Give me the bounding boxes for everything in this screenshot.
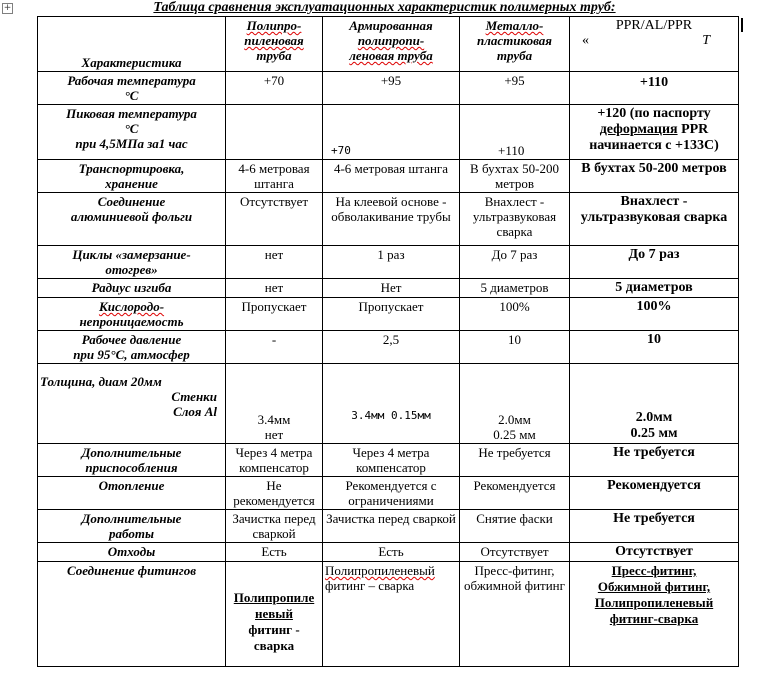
cell: Внахлест - ультразвуковая сварка [570,193,739,246]
text-cursor [741,18,743,32]
cell: 2.0мм 0.25 мм [460,364,570,444]
cell: 1 раз [323,246,460,279]
table-row [38,444,739,477]
row-label: Отопление [38,477,226,510]
cell: Пресс-фитинг, Обжимной фитинг, Полипропиленевый фитинг-сварка [570,562,739,667]
header-metal-plastic-pipe: Металло- пластиковая труба [460,17,570,72]
cell: 3.4мм нет [226,364,323,444]
cell: +95 [323,72,460,105]
row-label: Соединение фитингов [38,562,226,667]
table-row [38,72,739,105]
cell: Нет [323,279,460,298]
cell: 2,5 [323,331,460,364]
cell: На клеевой основе - обволакивание трубы [323,193,460,246]
comparison-table [37,16,739,667]
cell: Пропускает [226,298,323,331]
row-label: Циклы «замерзание- отогрев» [38,246,226,279]
cell: 2.0мм 0.25 мм [570,364,739,444]
cell: 4-6 метровая штанга [226,160,323,193]
cell: нет [226,279,323,298]
table-row [38,160,739,193]
cell: - [226,331,323,364]
cell: До 7 раз [570,246,739,279]
cell: В бухтах 50-200 метров [570,160,739,193]
header-pp-pipe: Полипро- пиленовая труба [226,17,323,72]
cell: Снятие фаски [460,510,570,543]
table-row [38,193,739,246]
page-title: Таблица сравнения эксплуатационных характеристик полимерных труб: [153,0,616,15]
table-row [38,543,739,562]
row-label: Толщина, диам 20мм Стенки Слоя Al [38,364,226,444]
move-anchor-icon[interactable]: + [3,3,12,13]
cell: +70 [323,105,460,160]
cell: Отсутствует [460,543,570,562]
cell: +120 (по паспорту деформация PPR начинается с +133С) [570,105,739,160]
header-ppr-al-ppr: PPR/AL/PPR « Т [570,17,739,72]
row-label: Рабочая температура °С [38,72,226,105]
row-label: Рабочее давление при 95°С, атмосфер [38,331,226,364]
cell: Пресс-фитинг, обжимной фитинг [460,562,570,667]
cell: Рекомендуется с ограничениями [323,477,460,510]
table-row [38,364,739,444]
cell: Через 4 метра компенсатор [323,444,460,477]
header-characteristic: Характеристика [38,17,226,72]
cell: Полипропиленевый фитинг – сварка [323,562,460,667]
cell: +110 [570,72,739,105]
table-row [38,105,739,160]
cell: Есть [226,543,323,562]
cell: +70 [226,72,323,105]
cell: 4-6 метровая штанга [323,160,460,193]
cell: До 7 раз [460,246,570,279]
cell: Через 4 метра компенсатор [226,444,323,477]
cell: нет [226,246,323,279]
cell: Есть [323,543,460,562]
cell: Зачистка перед сваркой [226,510,323,543]
row-label: Радиус изгиба [38,279,226,298]
row-label: Отходы [38,543,226,562]
cell: 10 [460,331,570,364]
cell: Внахлест - ультразвуковая сварка [460,193,570,246]
cell: 5 диаметров [460,279,570,298]
cell: 5 диаметров [570,279,739,298]
header-reinforced-pipe: Армированная полипропи- леновая труба [323,17,460,72]
cell: 10 [570,331,739,364]
row-label: Кислородо- непроницаемость [38,298,226,331]
cell: +95 [460,72,570,105]
row-label: Пиковая температура °С при 4,5МПа за1 час [38,105,226,160]
cell [226,105,323,160]
cell: Рекомендуется [460,477,570,510]
table-row [38,331,739,364]
cell: 100% [570,298,739,331]
cell: Рекомендуется [570,477,739,510]
row-label: Дополнительные работы [38,510,226,543]
cell: Отсутствует [226,193,323,246]
row-label: Транспортировка, хранение [38,160,226,193]
table-row [38,298,739,331]
cell: 3.4мм 0.15мм [323,364,460,444]
cell: +110 [460,105,570,160]
table-row [38,279,739,298]
table-row [38,477,739,510]
row-label: Дополнительные приспособления [38,444,226,477]
table-row [38,562,739,667]
cell: Не рекомендуется [226,477,323,510]
cell: Пропускает [323,298,460,331]
cell: В бухтах 50-200 метров [460,160,570,193]
cell: Не требуется [570,510,739,543]
cell: Не требуется [570,444,739,477]
cell: 100% [460,298,570,331]
row-label: Соединение алюминиевой фольги [38,193,226,246]
table-row [38,510,739,543]
cell: Не требуется [460,444,570,477]
table-row [38,246,739,279]
cell: Зачистка перед сваркой [323,510,460,543]
cell: Отсутствует [570,543,739,562]
table-header-row [38,17,739,72]
cell: Полипропиле невый фитинг - сварка [226,562,323,667]
